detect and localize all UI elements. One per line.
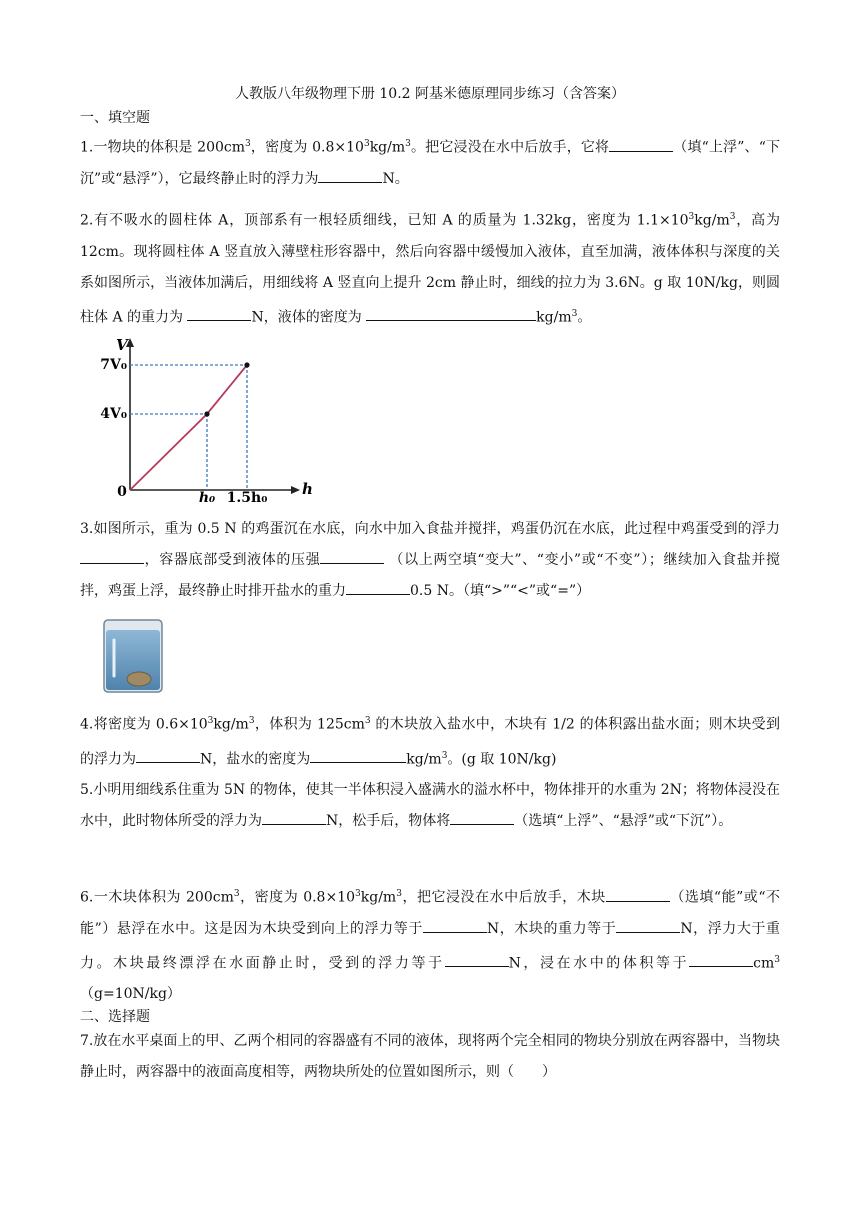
point-1-5h0 xyxy=(244,362,249,367)
answer-blank[interactable] xyxy=(310,748,406,763)
answer-blank[interactable] xyxy=(445,952,509,967)
egg xyxy=(127,672,151,686)
question-4: 4.将密度为 $0.6\times 10^3kg/m^3$，体积为 $125cm^3$ 的木块放入盐水中，木块有 1/2 的体积露出盐水面；则木块受到的浮力为 N，盐水的密度为 $kg/m^3$。(g 取 10N/kg) xyxy=(80,716,780,768)
question-7: 7.放在水平桌面上的甲、乙两个相同的容器盛有不同的液体，现将两个完全相同的物块分别放在两容器中，当物块静止时，两容器中的液面高度相等，两物块所处的位置如图所示，则（ ） xyxy=(80,1033,780,1080)
answer-blank[interactable] xyxy=(80,549,144,564)
answer-blank[interactable] xyxy=(318,168,382,183)
section-heading-choice: 二、选择题 xyxy=(80,1009,150,1025)
answer-blank[interactable] xyxy=(606,887,670,902)
page-title: 人教版八年级物理下册 10.2 阿基米德原理同步练习（含答案） xyxy=(234,86,626,102)
answer-blank[interactable] xyxy=(136,748,200,763)
question-6: 6.一木块体积为 $200cm^3$，密度为 $0.8\times 10^3kg/m^3$，把它浸没在水中后放手，木块 （选填“能”或“不能”）悬浮在水中。这是因为木块受到向上的浮力等于 N，木块的重力等于 N，浮力大于重力。木块最终漂浮在水面静止时，受到的浮力等于 N，浸在水中的体积等于 $cm^3(g=10N/kg)$ xyxy=(80,879,780,1010)
question-2: 2.有不吸水的圆柱体 A，顶部系有一根轻质细线，已知 A 的质量为 1.32kg，密度为 $1.1\times 10^3kg/m^3$，高为 12cm。现将圆柱体 A 竖直放入薄壁柱形容器中，然后向容器中缓慢加入液体，直至加满，液体体积与深度的关系如图所示，当液体加满后，用细线将 A 竖直向上提升 2cm 静止时，细线的拉力为 3.6N。g 取 10N/kg，则圆柱体 A 的重力为 N，液体的密度为 $kg/m^3$。 xyxy=(80,212,781,326)
volume-depth-graph xyxy=(98,334,313,506)
answer-blank[interactable] xyxy=(187,306,251,321)
x-axis-label: h xyxy=(302,480,313,498)
answer-blank[interactable] xyxy=(346,580,410,595)
section-heading-fill: 一、填空题 xyxy=(80,110,150,126)
question-3: 3.如图所示，重为 0.5 N 的鸡蛋沉在水底，向水中加入食盐并搅拌，鸡蛋仍沉在水底，此过程中鸡蛋受到的浮力，容器底部受到液体的压强 （以上两空填“变大”、“变小”或“不变”）；继续加入食盐并搅拌，鸡蛋上浮，最终静止时排开盐水的重力 0.5 N。（填“>”“<”或“=”） xyxy=(80,521,780,599)
answer-blank[interactable] xyxy=(262,810,326,825)
x-tick-h0: h₀ xyxy=(198,490,216,506)
question-5: 5.小明用细线系住重为 5N 的物体，使其一半体积浸入盛满水的溢水杯中，物体排开的水重为 2N；将物体浸没在水中，此时物体所受的浮力为 N，松手后，物体将 （选填“上浮”、“悬浮”或“下沉”）。 xyxy=(80,782,780,829)
x-axis-arrow xyxy=(291,486,300,494)
x-tick-1-5h0: 1.5h₀ xyxy=(226,490,268,506)
question-1: 1.一物块的体积是 $200cm^3$，密度为 $0.8\times 10^3kg/m^3$。把它浸没在水中后放手，它将 （填“上浮”、“下沉”或“悬浮”），它最终静止时的浮力为 N。 xyxy=(80,129,780,195)
answer-blank[interactable] xyxy=(609,137,673,152)
answer-blank[interactable] xyxy=(616,918,680,933)
y-tick-7v0: 7V₀ xyxy=(100,357,127,373)
origin-label: 0 xyxy=(117,484,127,500)
y-tick-4v0: 4V₀ xyxy=(100,406,127,422)
answer-blank[interactable] xyxy=(450,810,514,825)
y-axis-label: V xyxy=(116,336,128,354)
volume-line xyxy=(130,365,247,490)
answer-blank[interactable] xyxy=(320,549,384,564)
answer-blank[interactable] xyxy=(366,306,536,321)
point-h0 xyxy=(204,411,209,416)
answer-blank[interactable] xyxy=(423,918,487,933)
beaker-egg-figure xyxy=(102,618,164,694)
answer-blank[interactable] xyxy=(689,952,753,967)
